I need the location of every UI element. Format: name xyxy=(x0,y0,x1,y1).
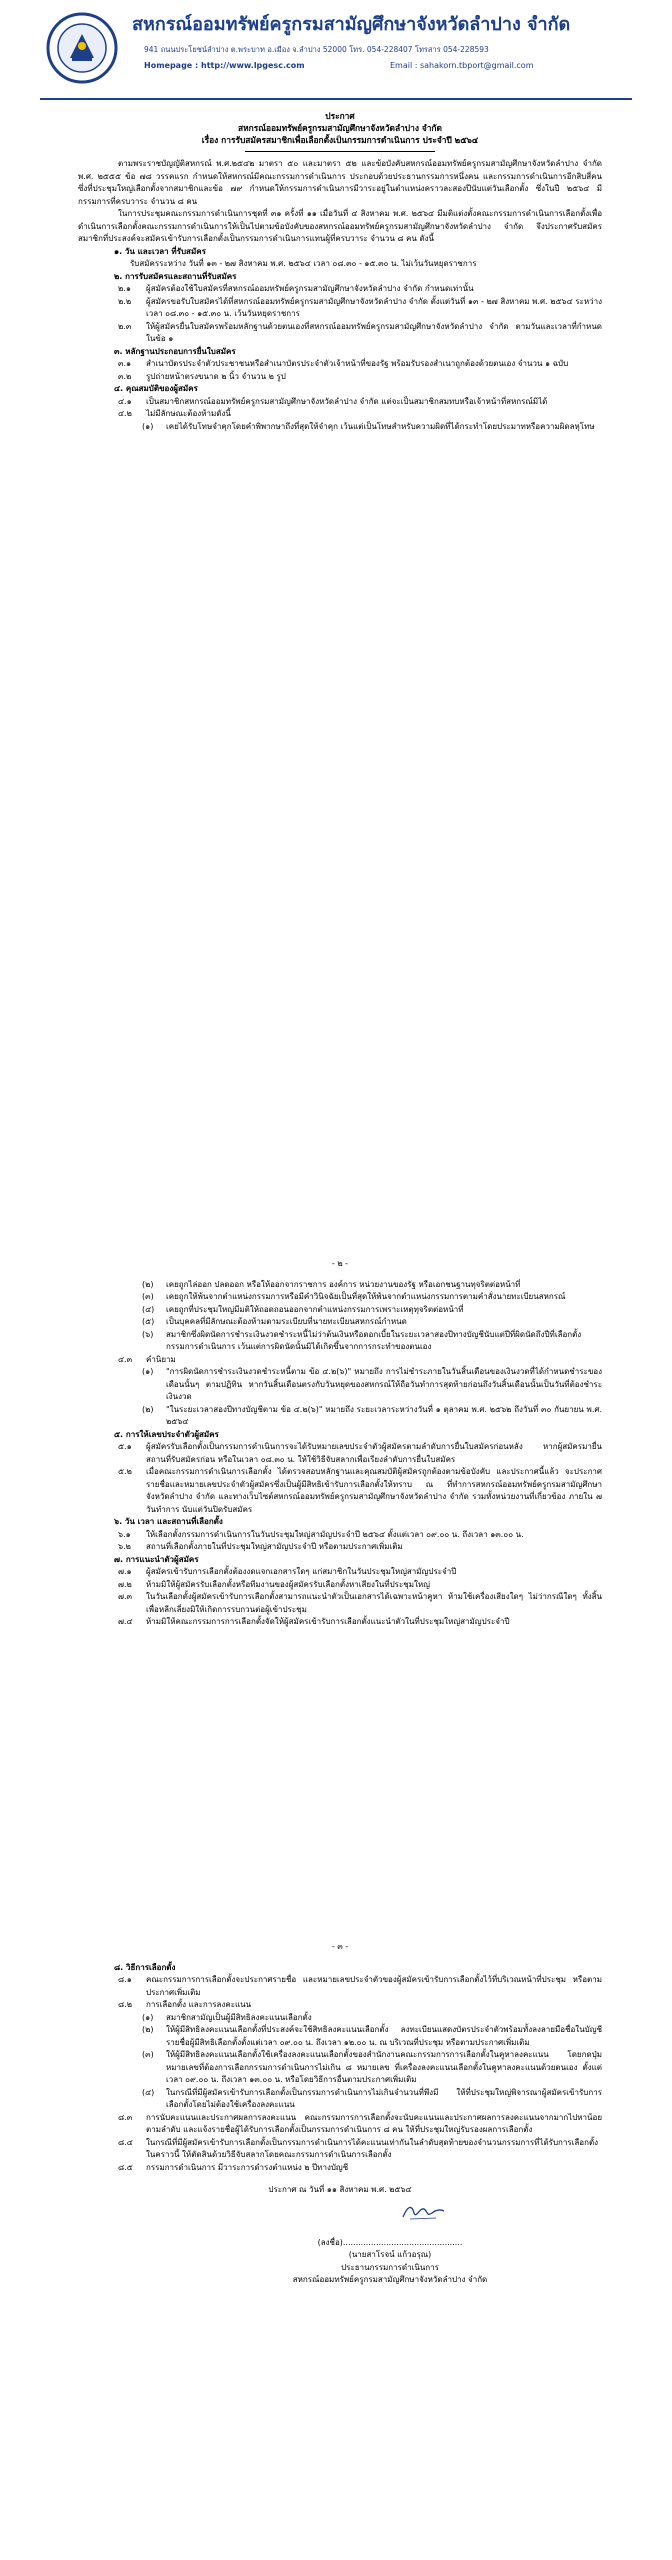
letterhead xyxy=(40,0,632,100)
clause-number: (๒) xyxy=(142,1404,154,1414)
clause-7-1 xyxy=(118,1566,602,1579)
clause-2-3 xyxy=(118,321,602,346)
clause-5-1 xyxy=(118,1441,602,1466)
clause-4-2-4 xyxy=(142,1304,602,1317)
clause-number: ๒.๑ xyxy=(118,284,131,293)
clause-text: ผู้สมัครเข้ารับการเลือกตั้งต้องงดแจกเอกสารใดๆ แก่สมาชิกในวันประชุมใหญ่สามัญประจำปี xyxy=(146,1567,457,1576)
clause-number: (๑) xyxy=(142,421,154,431)
clause-3-2 xyxy=(118,371,602,384)
sign-label: (ลงชื่อ)............................................... xyxy=(317,2237,463,2247)
signer-position: ประธานกรรมการดำเนินการ xyxy=(341,2262,439,2272)
clause-text: ผู้สมัครรับเลือกตั้งเป็นกรรมการดำเนินการจะได้รับหมายเลขประจำตัวผู้สมัครตามลำดับการยื่นใบสมัครก่อนหลัง หากผู้สมัครมายื่นสถานที่รับสมัครก่อน หรือในเวลา ๐๘.๓๐ น. ให้ใช้วิธีจับสลากเพื่อเรียงลำดับการยื่นใบสมัคร xyxy=(146,1442,602,1464)
email-link[interactable]: Email : sahakorn.tbport@gmail.com xyxy=(390,61,534,70)
clause-text: ห้ามมิให้ผู้สมัครรับเลือกตั้งหรือทีมงานของผู้สมัครรับเลือกตั้งหาเสียงในที่ประชุมใหญ่ xyxy=(146,1579,430,1589)
clause-4-1 xyxy=(118,396,602,409)
clause-number: (๑) xyxy=(142,2012,154,2022)
signer-name: (นายสาโรจน์ แก้วอรุณ) xyxy=(348,2250,432,2259)
clause-number: ๔.๒ xyxy=(118,409,132,418)
clause-number: (๓) xyxy=(142,2050,154,2059)
clause-4-2-1 xyxy=(142,421,602,434)
clause-number: (๔) xyxy=(142,1304,155,1314)
clause-number: ๓.๒ xyxy=(118,371,132,381)
clause-8-5 xyxy=(118,2162,602,2175)
clause-7-2 xyxy=(118,1579,602,1592)
clause-number: ๕.๒ xyxy=(118,1467,132,1476)
clause-8-2 xyxy=(118,1999,602,2012)
clause-number: ๘.๒ xyxy=(118,2000,132,2009)
page-3-body xyxy=(0,1941,672,2287)
clause-text: ผู้สมัครขอรับใบสมัครได้ที่สหกรณ์ออมทรัพย์ครูกรมสามัญศึกษาจังหวัดลำปาง จำกัด ตั้งแต่วันที่ ๑๓ - ๒๗ สิงหาคม พ.ศ. ๒๕๖๔ ระหว่างเวลา ๐๘.๓๐ - ๑๕.๓๐ น. เว้นวันหยุดราชการ xyxy=(146,296,603,318)
voting-rule-3 xyxy=(142,2049,602,2087)
page-3 xyxy=(0,1941,672,2560)
clause-number: ๕.๑ xyxy=(118,1442,132,1451)
page-1 xyxy=(0,0,672,1250)
section-1-text: รับสมัครระหว่าง วันที่ ๑๓ - ๒๗ สิงหาคม พ.ศ. ๒๕๖๔ เวลา ๐๘.๓๐ - ๑๕.๓๐ น. ไม่เว้นวันหยุดราชการ xyxy=(130,259,477,268)
handwritten-signature xyxy=(400,2201,446,2223)
clause-3-1 xyxy=(118,358,602,371)
clause-number: (๔) xyxy=(142,2087,155,2097)
page-1-body xyxy=(0,110,672,433)
clause-4-3 xyxy=(118,1354,602,1367)
section-6-title: ๖. วัน เวลา และสถานที่เลือกตั้ง xyxy=(114,1517,223,1526)
clause-number: ๗.๓ xyxy=(118,1592,133,1601)
clause-text: ในกรณีที่มีผู้สมัครเข้ารับการเลือกตั้งเป็นกรรมการดำเนินการได้คะแนนเท่ากันในลำดับสุดท้ายของจำนวนกรรมการที่ได้รับการเลือกตั้งในคราวนี้ ให้ตัดสินด้วยวิธีจับสลากโดยคณะกรรมการดำเนินการเลือกตั้ง xyxy=(146,2137,599,2159)
clause-8-3 xyxy=(118,2112,602,2137)
clause-number: ๖.๒ xyxy=(118,1542,131,1551)
clause-text: ในวันเลือกตั้งผู้สมัครเข้ารับการเลือกตั้งสามารถแนะนำตัวเป็นเอกสารได้เฉพาะหน้าคูหา ห้ามใช้เครื่องเสียงใดๆ ไม่ว่ากรณีใดๆ ทั้งสิ้น เพื่อหลีกเลี่ยงมิให้เกิดการรบกวนต่อผู้เข้าประชุม xyxy=(146,1592,602,1614)
clause-text: ให้เลือกตั้งกรรมการดำเนินการในวันประชุมใหญ่สามัญประจำปี ๒๕๖๔ ตั้งแต่เวลา ๐๙.๐๐ น. ถึงเวลา ๑๓.๐๐ น. xyxy=(146,1529,524,1539)
clause-text: สถานที่เลือกตั้งภายในที่ประชุมใหญ่สามัญประจำปี หรือตามประกาศเพิ่มเติม xyxy=(146,1542,403,1551)
section-1-title: ๑. วัน และเวลา ที่รับสมัคร xyxy=(114,246,206,256)
clause-number: (๑) xyxy=(142,1367,154,1376)
clause-text: ให้ผู้มีสิทธิลงคะแนนเลือกตั้งใช้เครื่องลงคะแนนเลือกตั้งของสำนักงานคณะกรรมการการเลือกตั้งในคูหาลงคะแนน โดยกดปุ่มหมายเลขที่ต้องการเลือกกรรมการดำเนินการไม่เกิน ๘ หมายเลข ที่เครื่องลงคะแนนเลือกตั้งในคูหาลงคะแนนด้วยตนเอง ตั้งแต่เวลา ๐๙.๐๐ น. ถึงเวลา ๑๓.๐๐ น. หรือโดยวิธีการอื่นตามประกาศเพิ่มเติม xyxy=(166,2050,602,2084)
clause-text: ให้ผู้สมัครยื่นใบสมัครพร้อมหลักฐานด้วยตนเองที่สหกรณ์ออมทรัพย์ครูกรมสามัญศึกษาจังหวัดลำปาง จำกัด ตามวันและเวลาที่กำหนดในข้อ ๑ xyxy=(146,321,602,343)
intro-paragraph-2: ในการประชุมคณะกรรมการดำเนินการชุดที่ ๓๑ ครั้งที่ ๑๑ เมื่อวันที่ ๔ สิงหาคม พ.ศ. ๒๕๖๔ มีมติแต่งตั้งคณะกรรมการดำเนินการเลือกตั้งเพื่อดำเนินการเลือกตั้งคณะกรรมการดำเนินการให้เป็นไปตามข้อบังคับของสหกรณ์ออมทรัพย์ครูกรมสามัญศึกษาจังหวัดลำปาง จำกัด จึงประกาศรับสมัครสมาชิกที่ประสงค์จะสมัครเข้ารับการเลือกตั้งเป็นกรรมการดำเนินการแทนผู้ที่ครบวาระ จำนวน ๘ คน ดังนี้ xyxy=(78,209,602,243)
title-line-1: ประกาศ xyxy=(325,111,355,121)
clause-text: "ในระยะเวลาสองปีทางบัญชีตาม ข้อ ๔.๒(๖)" หมายถึง ระยะเวลาระหว่างวันที่ ๑ ตุลาคม พ.ศ. ๒๕๖๒ ถึงวันที่ ๓๐ กันยายน พ.ศ. ๒๕๖๔ xyxy=(166,1404,602,1426)
clause-number: (๖) xyxy=(142,1329,154,1339)
clause-text: ห้ามมิให้คณะกรรมการการเลือกตั้งจัดให้ผู้สมัครเข้ารับการเลือกตั้งแนะนำตัวในที่ประชุมใหญ่สามัญประจำปี xyxy=(146,1617,510,1626)
clause-6-1 xyxy=(118,1529,602,1542)
clause-text: "การผิดนัดการชำระเงินงวดชำระหนี้ตาม ข้อ ๔.๒(๖)" หมายถึง การไม่ชำระภายในวันสิ้นเดือนของเงินงวดที่ได้กำหนดชำระของเดือนนั้นๆ ตามปฏิทิน หากวันสิ้นเดือนตรงกับวันหยุดของสหกรณ์ให้ถือวันทำการสุดท้ายก่อนถึงวันสิ้นเดือนนั้นเป็นวันที่ต้องชำระเงินงวด xyxy=(166,1367,602,1401)
intro-paragraph-1: ตามพระราชบัญญัติสหกรณ์ พ.ศ.๒๕๔๒ มาตรา ๕๐ และมาตรา ๕๒ และข้อบังคับสหกรณ์ออมทรัพย์ครูกรมสามัญศึกษาจังหวัดลำปาง จำกัด พ.ศ. ๒๕๕๕ ข้อ ๗๘ วรรคแรก กำหนดให้สหกรณ์มีคณะกรรมการดำเนินการ ประกอบด้วยประธานกรรมการหนึ่งคน และกรรมการดำเนินการอีกสิบสี่คน ซึ่งที่ประชุมใหญ่เลือกตั้งจากสมาชิกและข้อ ๗๙ กำหนดให้กรรมการดำเนินการมีวาระอยู่ในตำแหน่งคราวละสองปีนับแต่วันเลือกตั้ง ซึ่งในปี ๒๕๖๔ มีกรรมการที่ครบวาระ จำนวน ๘ คน xyxy=(78,159,602,206)
clause-text: เป็นบุคคลที่มีลักษณะต้องห้ามตามระเบียบที่นายทะเบียนสหกรณ์กำหนด xyxy=(166,1317,407,1326)
clause-number: ๒.๒ xyxy=(118,296,132,306)
clause-text: ให้ผู้มีสิทธิลงคะแนนเลือกตั้งที่ประสงค์จะใช้สิทธิลงคะแนนเลือกตั้ง ลงทะเบียนแสดงบัตรประจำตัวพร้อมทั้งลงลายมือชื่อในบัญชีรายชื่อผู้มีสิทธิเลือกตั้งตั้งแต่เวลา ๐๙.๐๐ น. ถึงเวลา ๑๒.๐๐ น. ณ บริเวณที่ประชุม หรือตามประกาศเพิ่มเติม xyxy=(166,2025,602,2047)
section-3-title: ๓. หลักฐานประกอบการยื่นใบสมัคร xyxy=(114,346,236,356)
clause-number: ๘.๔ xyxy=(118,2137,133,2147)
clause-text: สมาชิกสามัญเป็นผู้มีสิทธิลงคะแนนเลือกตั้ง xyxy=(166,2012,312,2022)
clause-text: ผู้สมัครต้องใช้ใบสมัครที่สหกรณ์ออมทรัพย์ครูกรมสามัญศึกษาจังหวัดลำปาง จำกัด กำหนดเท่านั้น xyxy=(146,284,474,293)
page-number: - ๓ - xyxy=(331,1942,349,1951)
clause-text: เคยถูกที่ประชุมใหญ่มีมติให้ถอดถอนออกจากตำแหน่งกรรมการเพราะเหตุทุจริตต่อหน้าที่ xyxy=(166,1304,464,1314)
title-line-3: เรื่อง การรับสมัครสมาชิกเพื่อเลือกตั้งเป็นกรรมการดำเนินการ ประจำปี ๒๕๖๔ xyxy=(201,135,479,145)
clause-number: ๔.๓ xyxy=(118,1354,133,1364)
clause-text: สำเนาบัตรประจำตัวประชาชนหรือสำเนาบัตรประจำตัวเจ้าหน้าที่ของรัฐ พร้อมรับรองสำเนาถูกต้องด้วยตนเอง จำนวน ๑ ฉบับ xyxy=(146,359,569,368)
clause-number: ๖.๑ xyxy=(118,1529,131,1539)
clause-text: สมาชิกซึ่งผิดนัดการชำระเงินงวดชำระหนี้ไม่ว่าต้นเงินหรือดอกเบี้ยในระยะเวลาสองปีทางบัญชีนับแต่ปีที่ผิดนัดถึงปีที่เลือกตั้งกรรมการดำเนินการ เว้นแต่การผิดนัดนั้นมิได้เกิดขึ้นจากการกระทำของตนเอง xyxy=(166,1329,582,1351)
clause-number: (๒) xyxy=(142,2025,154,2034)
clause-number: ๒.๓ xyxy=(118,321,132,331)
clause-2-2 xyxy=(118,296,602,321)
page-2-body xyxy=(0,1258,672,1629)
voting-rule-2 xyxy=(142,2024,602,2049)
definition-2 xyxy=(142,1404,602,1429)
clause-text: กรรมการดำเนินการ มีวาระการดำรงตำแหน่ง ๒ ปีทางบัญชี xyxy=(146,2162,349,2172)
clause-number: ๘.๑ xyxy=(118,1975,132,1984)
clause-4-2-2 xyxy=(142,1279,602,1292)
clause-text: ไม่มีลักษณะต้องห้ามดังนี้ xyxy=(146,409,231,418)
clause-number: ๔.๑ xyxy=(118,396,132,406)
page-number: - ๒ - xyxy=(331,1259,349,1268)
page-2 xyxy=(0,1258,672,1933)
clause-5-2 xyxy=(118,1466,602,1516)
section-7-title: ๗. การแนะนำตัวผู้สมัคร xyxy=(114,1554,199,1564)
voting-rule-1 xyxy=(142,2012,602,2025)
clause-4-2 xyxy=(118,408,602,421)
clause-8-4 xyxy=(118,2137,602,2162)
definition-1 xyxy=(142,1366,602,1404)
section-8-title: ๘. วิธีการเลือกตั้ง xyxy=(114,1962,176,1972)
clause-2-1 xyxy=(118,283,602,296)
clause-number: ๘.๕ xyxy=(118,2162,133,2172)
clause-4-2-5 xyxy=(142,1316,602,1329)
clause-7-4 xyxy=(118,1616,602,1629)
clause-number: ๗.๑ xyxy=(118,1567,132,1576)
clause-number: (๕) xyxy=(142,1317,155,1326)
clause-7-3 xyxy=(118,1591,602,1616)
clause-number: ๓.๑ xyxy=(118,359,132,368)
clause-6-2 xyxy=(118,1541,602,1554)
clause-4-2-3 xyxy=(142,1291,602,1304)
clause-4-2-6 xyxy=(142,1329,602,1354)
homepage-link[interactable]: Homepage : http://www.lpgesc.com xyxy=(144,61,305,70)
clause-text: รูปถ่ายหน้าตรงขนาด ๒ นิ้ว จำนวน ๒ รูป xyxy=(146,371,286,381)
clause-text: เป็นสมาชิกสหกรณ์ออมทรัพย์ครูกรมสามัญศึกษาจังหวัดลำปาง จำกัด แต่จะเป็นสมาชิกสมทบหรือเจ้าหน้าที่สหกรณ์มิได้ xyxy=(146,396,548,406)
section-4-title: ๔. คุณสมบัติของผู้สมัคร xyxy=(114,384,198,393)
signature-area xyxy=(78,2197,602,2237)
voting-rule-4 xyxy=(142,2087,602,2112)
clause-number: (๓) xyxy=(142,1292,154,1301)
clause-text: เคยถูกให้พ้นจากตำแหน่งกรรมการหรือมีคำวินิจฉัยเป็นที่สุดให้พ้นจากตำแหน่งกรรมการตามคำสั่งนายทะเบียนสหกรณ์ xyxy=(166,1292,566,1301)
clause-text: คำนิยาม xyxy=(146,1354,176,1364)
announcement-date: ประกาศ ณ วันที่ ๑๑ สิงหาคม พ.ศ. ๒๕๖๔ xyxy=(268,2185,412,2194)
cooperative-logo xyxy=(46,12,118,84)
title-divider xyxy=(245,151,435,152)
cooperative-name: สหกรณ์ออมทรัพย์ครูกรมสามัญศึกษาจังหวัดลำปาง จำกัด xyxy=(132,14,571,35)
clause-text: ในกรณีที่มีผู้สมัครเข้ารับการเลือกตั้งเป็นกรรมการดำเนินการไม่เกินจำนวนที่พึงมี ให้ที่ประชุมใหญ่พิจารณาผู้สมัครเข้ารับการเลือกตั้งโดยไม่ต้องใช้เครื่องลงคะแนน xyxy=(166,2087,602,2109)
clause-text: การนับคะแนนและประกาศผลการลงคะแนน คณะกรรมการการเลือกตั้งจะนับคะแนนและประกาศผลการลงคะแนนจากมากไปหาน้อยตามลำดับ และแจ้งรายชื่อผู้ได้รับการเลือกตั้งเป็นกรรมการดำเนินการ ๘ คน ให้ที่ประชุมใหญ่รับรองผลการเลือกตั้ง xyxy=(146,2112,602,2134)
clause-number: (๒) xyxy=(142,1279,154,1289)
section-2-title: ๒. การรับสมัครและสถานที่รับสมัคร xyxy=(114,271,237,281)
clause-8-1 xyxy=(118,1974,602,1999)
clause-text: คณะกรรมการการเลือกตั้งจะประกาศรายชื่อ และหมายเลขประจำตัวของผู้สมัครเข้ารับการเลือกตั้งไว้ที่บริเวณหน้าที่ประชุม หรือตามประกาศเพิ่มเติม xyxy=(146,1975,602,1997)
clause-text: เคยถูกไล่ออก ปลดออก หรือให้ออกจากราชการ องค์การ หน่วยงานของรัฐ หรือเอกชนฐานทุจริตต่อหน้าที่ xyxy=(166,1279,521,1289)
clause-number: ๘.๓ xyxy=(118,2112,133,2122)
title-line-2: สหกรณ์ออมทรัพย์ครูกรมสามัญศึกษาจังหวัดลำปาง จำกัด xyxy=(238,123,442,133)
signer-organization: สหกรณ์ออมทรัพย์ครูกรมสามัญศึกษาจังหวัดลำปาง จำกัด xyxy=(292,2275,488,2284)
clause-number: ๗.๔ xyxy=(118,1617,133,1626)
cooperative-address: 941 ถนนประโยชน์ลำปาง ต.พระบาท อ.เมือง จ.ลำปาง 52000 โทร. 054-228407 โทรสาร 054-228593 xyxy=(144,45,489,54)
announcement-title xyxy=(78,110,602,146)
clause-text: เคยได้รับโทษจำคุกโดยคำพิพากษาถึงที่สุดให้จำคุก เว้นแต่เป็นโทษสำหรับความผิดที่ได้กระทำโดยประมาทหรือความผิดลหุโทษ xyxy=(166,421,595,431)
clause-text: การเลือกตั้ง และการลงคะแนน xyxy=(146,2000,252,2009)
clause-number: ๗.๒ xyxy=(118,1579,132,1589)
clause-text: เมื่อคณะกรรมการดำเนินการเลือกตั้ง ได้ตรวจสอบหลักฐานและคุณสมบัติผู้สมัครถูกต้องตามข้อบังคับ และประกาศนี้แล้ว จะประกาศรายชื่อและหมายเลขประจำตัวผู้สมัครซึ่งเป็นผู้มีสิทธิเข้ารับการเลือกตั้งให้ทราบ ณ ที่ทำการสหกรณ์ออมทรัพย์ครูกรมสามัญศึกษาจังหวัดลำปาง จำกัด และทางเว็บไซต์สหกรณ์ออมทรัพย์ครูกรมสามัญศึกษาจังหวัดลำปาง จำกัด รวมทั้งหน่วยงานที่เกี่ยวข้อง ภายใน ๗ วันทำการ นับแต่วันปิดรับสมัคร xyxy=(146,1467,602,1514)
section-5-title: ๕. การให้เลขประจำตัวผู้สมัคร xyxy=(114,1429,219,1439)
